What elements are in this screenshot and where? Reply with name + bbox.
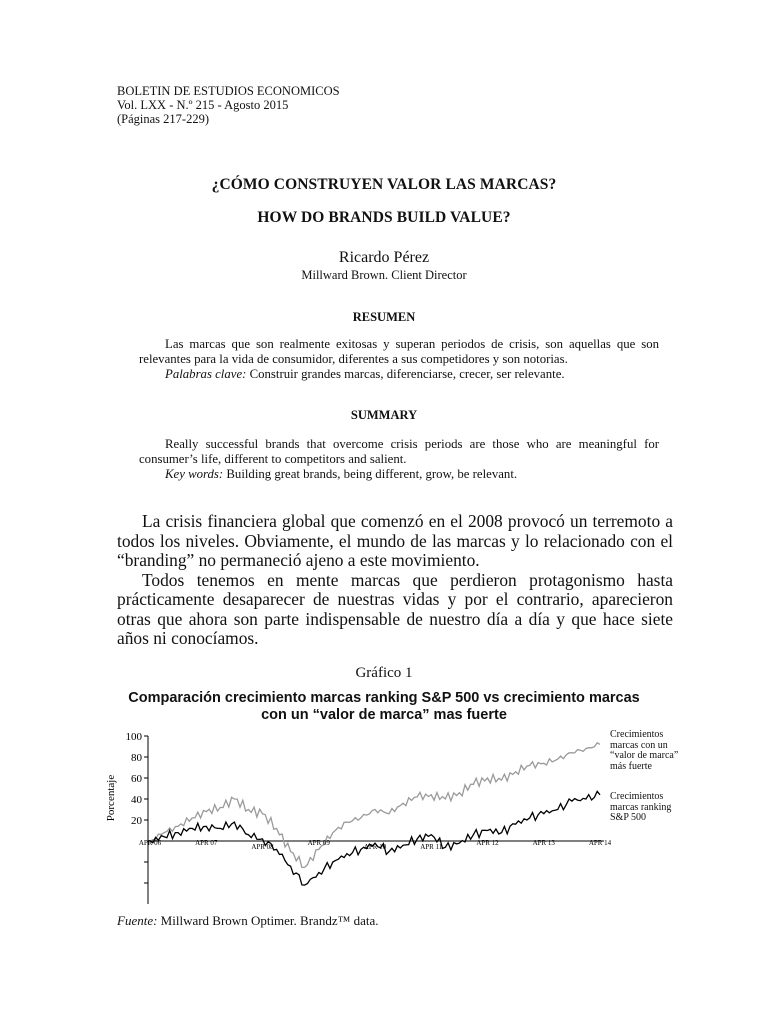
resumen-text: Las marcas que son realmente exitosas y superan periodos de crisis, son aquellas que son relevantes para la vida de consumidor, diferentes a sus competidores y son notorias. [139,337,659,366]
keywords-text: Construir grandes marcas, diferenciarse, crecer, ser relevante. [246,367,565,381]
y-tick-label: 40 [131,794,142,806]
y-tick-label: 80 [131,752,142,764]
y-tick-label: 100 [125,731,142,743]
summary-block [139,437,659,482]
keywords-label: Palabras clave: [165,367,247,381]
chart-title [0,690,768,724]
summary-text: Really successful brands that overcome crisis periods are those who are meaningful for consumer’s life, different to competitors and salient. [139,437,659,466]
legend-strong-brands: Crecimientos marcas con un “valor de marca” más fuerte [610,729,679,772]
resumen-block [139,337,659,382]
x-tick-label: APR 10 [363,843,387,851]
chart-title-line-1: Comparación crecimiento marcas ranking S&P 500 vs crecimiento marcas [128,690,640,706]
source-text: Millward Brown Optimer. Brandz™ data. [157,913,379,928]
chart-title-line-2: con un “valor de marca” mas fuerte [261,707,507,723]
y-tick-label: 20 [131,815,142,827]
x-tick-label: APR 12 [476,839,499,847]
y-axis-label: Porcentaje [105,774,117,822]
title-english: HOW DO BRANDS BUILD VALUE? [257,209,511,226]
body-text [117,512,673,649]
source-label: Fuente: [117,913,158,928]
author-name: Ricardo Pérez [338,249,430,266]
x-tick-label: APR 14 [588,839,612,847]
journal-issue: Vol. LXX - N.º 215 - Agosto 2015 [117,98,289,112]
line-chart [100,726,620,910]
summary-keywords [139,467,659,482]
title-spanish: ¿CÓMO CONSTRUYEN VALOR LAS MARCAS? [211,176,557,193]
key-words-label: Key words: [165,467,224,481]
summary-heading: SUMMARY [350,408,418,422]
x-tick-label: APR 13 [532,839,555,847]
legend-sp500: Crecimientos marcas ranking S&P 500 [610,791,672,823]
body-paragraph-1: La crisis financiera global que comenzó en el 2008 provocó un terremoto a todos los niveles. Obviamente, el mundo de las marcas y lo relacionado con el “branding” no permaneció ajeno a este movimiento. [117,511,673,570]
x-tick-label: APR 06 [138,839,162,847]
body-paragraph-2: Todos tenemos en mente marcas que perdieron protagonismo hasta prácticamente desaparecer de nuestras vidas y por el contrario, aparecieron otras que ahora son parte indispensable de nuestro día a día y que hace siete años ni conocíamos. [117,569,673,648]
journal-pages: (Páginas 217-229) [117,112,209,126]
figure-source [117,913,378,929]
author-affiliation: Millward Brown. Client Director [301,268,467,282]
key-words-text: Building great brands, being different, grow, be relevant. [223,467,518,481]
resumen-keywords [139,367,659,382]
journal-name: BOLETIN DE ESTUDIOS ECONOMICOS [117,84,340,98]
resumen-heading: RESUMEN [352,310,416,324]
x-tick-label: APR 07 [195,839,218,847]
figure-label: Gráfico 1 [355,665,413,681]
x-tick-label: APR 09 [307,839,330,847]
x-tick-label: APR 11 [420,843,443,851]
x-tick-label: APR 08 [251,843,274,851]
y-tick-label: 60 [131,773,142,785]
